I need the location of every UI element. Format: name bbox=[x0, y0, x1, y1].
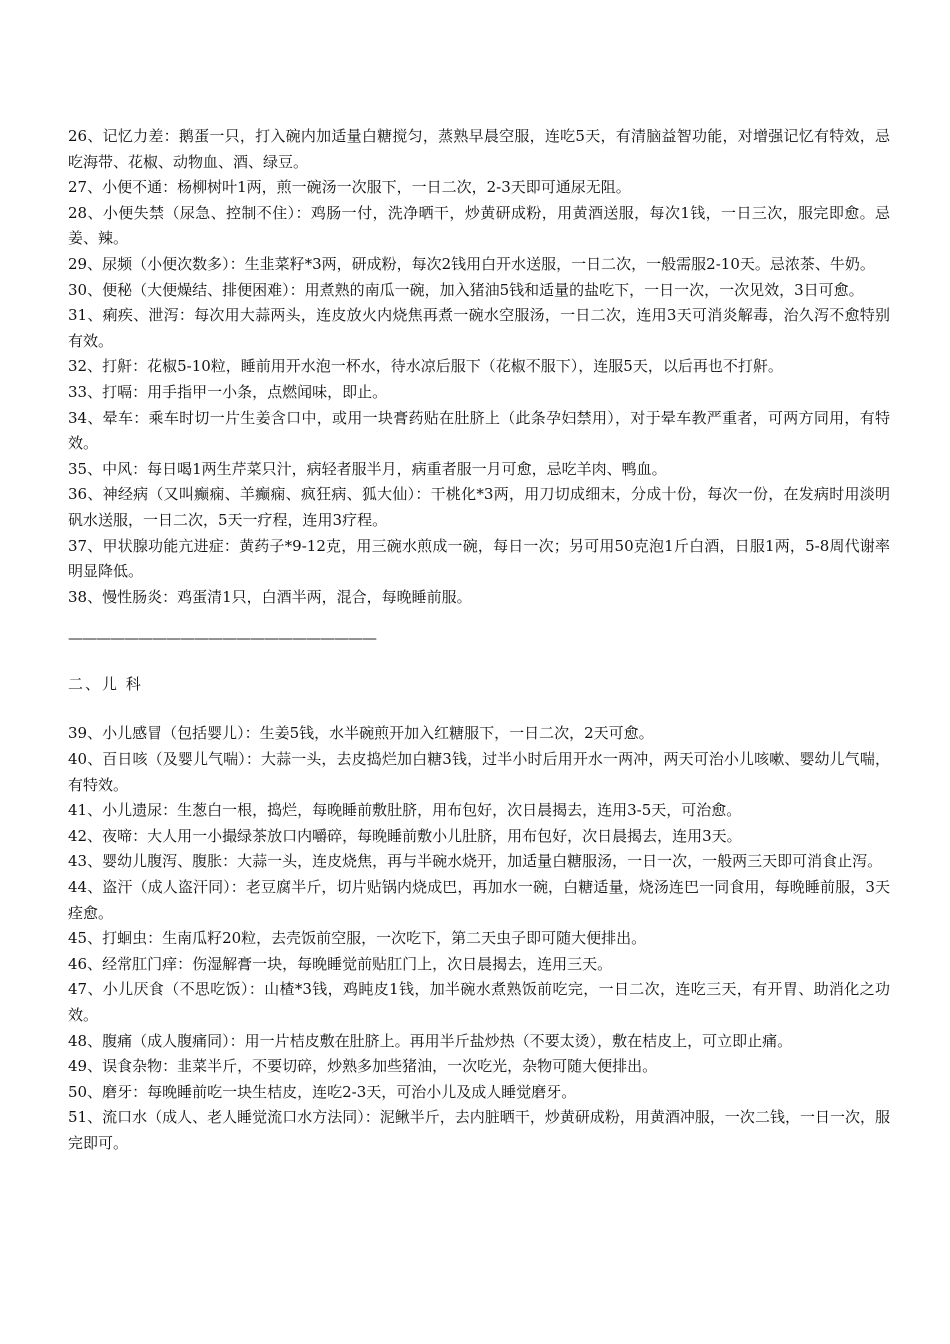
item-46: 46、经常肛门痒：伤湿解膏一块，每晚睡觉前贴肛门上，次日晨揭去，连用三天。 bbox=[68, 954, 613, 973]
section-2-list bbox=[68, 721, 890, 1156]
item-47: 47、小儿厌食（不思吃饭）：山楂*3钱，鸡盹皮1钱，加半碗水煮熟饭前吃完，一日二次，连吃三天，有开胃、助消化之功效。 bbox=[68, 980, 890, 1024]
item-40: 40、百日咳（及婴儿气喘）：大蒜一头，去皮捣烂加白糖3钱，过半小时后用开水一两冲，两天可治小儿咳嗽、婴幼儿气喘，有特效。 bbox=[68, 750, 890, 794]
divider-line: —————————————————————— bbox=[68, 629, 376, 648]
item-41: 41、小儿遗尿：生葱白一根，捣烂，每晚睡前敷肚脐，用布包好，次日晨揭去，连用3-5天，可治愈。 bbox=[68, 801, 742, 820]
item-33: 33、打嗝：用手指甲一小条，点燃闻味，即止。 bbox=[68, 382, 388, 401]
item-49: 49、误食杂物：韭菜半斤，不要切碎，炒熟多加些猪油，一次吃光，杂物可随大便排出。 bbox=[68, 1057, 658, 1076]
section-1-list bbox=[68, 124, 890, 610]
item-31: 31、痢疾、泄泻：每次用大蒜两头，连皮放火内烧焦再煮一碗水空服汤，一日二次，连用3天可消炎解毒，治久泻不愈特别有效。 bbox=[68, 306, 890, 350]
item-51: 51、流口水（成人、老人睡觉流口水方法同）：泥鳅半斤，去内脏晒干，炒黄研成粉，用黄酒冲服，一次二钱，一日一次，服完即可。 bbox=[68, 1108, 890, 1152]
item-32: 32、打鼾：花椒5-10粒，睡前用开水泡一杯水，待水凉后服下（花椒不服下），连服5天，以后再也不打鼾。 bbox=[68, 357, 783, 376]
item-37: 37、甲状腺功能亢进症：黄药子*9-12克，用三碗水煎成一碗，每日一次；另可用50克泡1斤白酒，日服1两，5-8周代谢率明显降低。 bbox=[68, 536, 890, 581]
item-42: 42、夜啼：大人用一小撮绿茶放口内嚼碎，每晚睡前敷小儿肚脐，用布包好，次日晨揭去，连用3天。 bbox=[68, 826, 742, 845]
item-39: 39、小儿感冒（包括婴儿）：生姜5钱，水半碗煎开加入红糖服下，一日二次，2天可愈。 bbox=[68, 724, 654, 743]
item-44: 44、盗汗（成人盗汗同）：老豆腐半斤，切片贴锅内烧成巴，再加水一碗，白糖适量，烧汤连巴一同食用，每晚睡前服，3天痊愈。 bbox=[68, 878, 890, 922]
item-30: 30、便秘（大便燥结、排便困难）：用煮熟的南瓜一碗，加入猪油5钱和适量的盐吃下，一日一次，一次见效，3日可愈。 bbox=[68, 280, 864, 299]
item-48: 48、腹痛（成人腹痛同）：用一片桔皮敷在肚脐上。再用半斤盐炒热（不要太烫），敷在桔皮上，可立即止痛。 bbox=[68, 1031, 793, 1050]
item-28: 28、小便失禁（尿急、控制不住）：鸡肠一付，洗净晒干，炒黄研成粉，用黄酒送服，每次1钱，一日三次，服完即愈。忌姜、辣。 bbox=[68, 203, 890, 248]
item-50: 50、磨牙：每晚睡前吃一块生桔皮，连吃2-3天，可治小儿及成人睡觉磨牙。 bbox=[68, 1082, 577, 1101]
item-38: 38、慢性肠炎：鸡蛋清1只，白酒半两，混合，每晚睡前服。 bbox=[68, 587, 472, 606]
item-35: 35、中风：每日喝1两生芹菜只汁，病轻者服半月，病重者服一月可愈，忌吃羊肉、鸭血。 bbox=[68, 459, 667, 478]
item-27: 27、小便不通：杨柳树叶1两，煎一碗汤一次服下，一日二次，2-3天即可通尿无阻。 bbox=[68, 178, 631, 197]
item-45: 45、打蛔虫：生南瓜籽20粒，去壳饭前空服，一次吃下，第二天虫子即可随大便排出。 bbox=[68, 929, 647, 948]
document-page bbox=[68, 124, 890, 1157]
item-43: 43、婴幼儿腹泻、腹胀：大蒜一头，连皮烧焦，再与半碗水烧开，加适量白糖服汤，一日一次，一般两三天即可消食止泻。 bbox=[68, 852, 883, 871]
item-26: 26、记忆力差：鹅蛋一只，打入碗内加适量白糖搅匀，蒸熟早晨空服，连吃5天，有清脑益智功能，对增强记忆有特效，忌吃海带、花椒、动物血、酒、绿豆。 bbox=[68, 127, 890, 171]
section-2-title: 二、儿 科 bbox=[68, 674, 143, 693]
item-29: 29、尿频（小便次数多）：生韭菜籽*3两，研成粉，每次2钱用白开水送服，一日二次，一般需服2-10天。忌浓茶、牛奶。 bbox=[68, 254, 875, 273]
item-34: 34、晕车：乘车时切一片生姜含口中，或用一块膏药贴在肚脐上（此条孕妇禁用），对于晕车教严重者，可两方同用，有特效。 bbox=[68, 408, 890, 453]
item-36: 36、神经病（又叫癫痫、羊癫痫、疯狂病、狐大仙）：干桃化*3两，用刀切成细末，分成十份，每次一份，在发病时用淡明矾水送服，一日二次，5天一疗程，连用3疗程。 bbox=[68, 485, 890, 529]
